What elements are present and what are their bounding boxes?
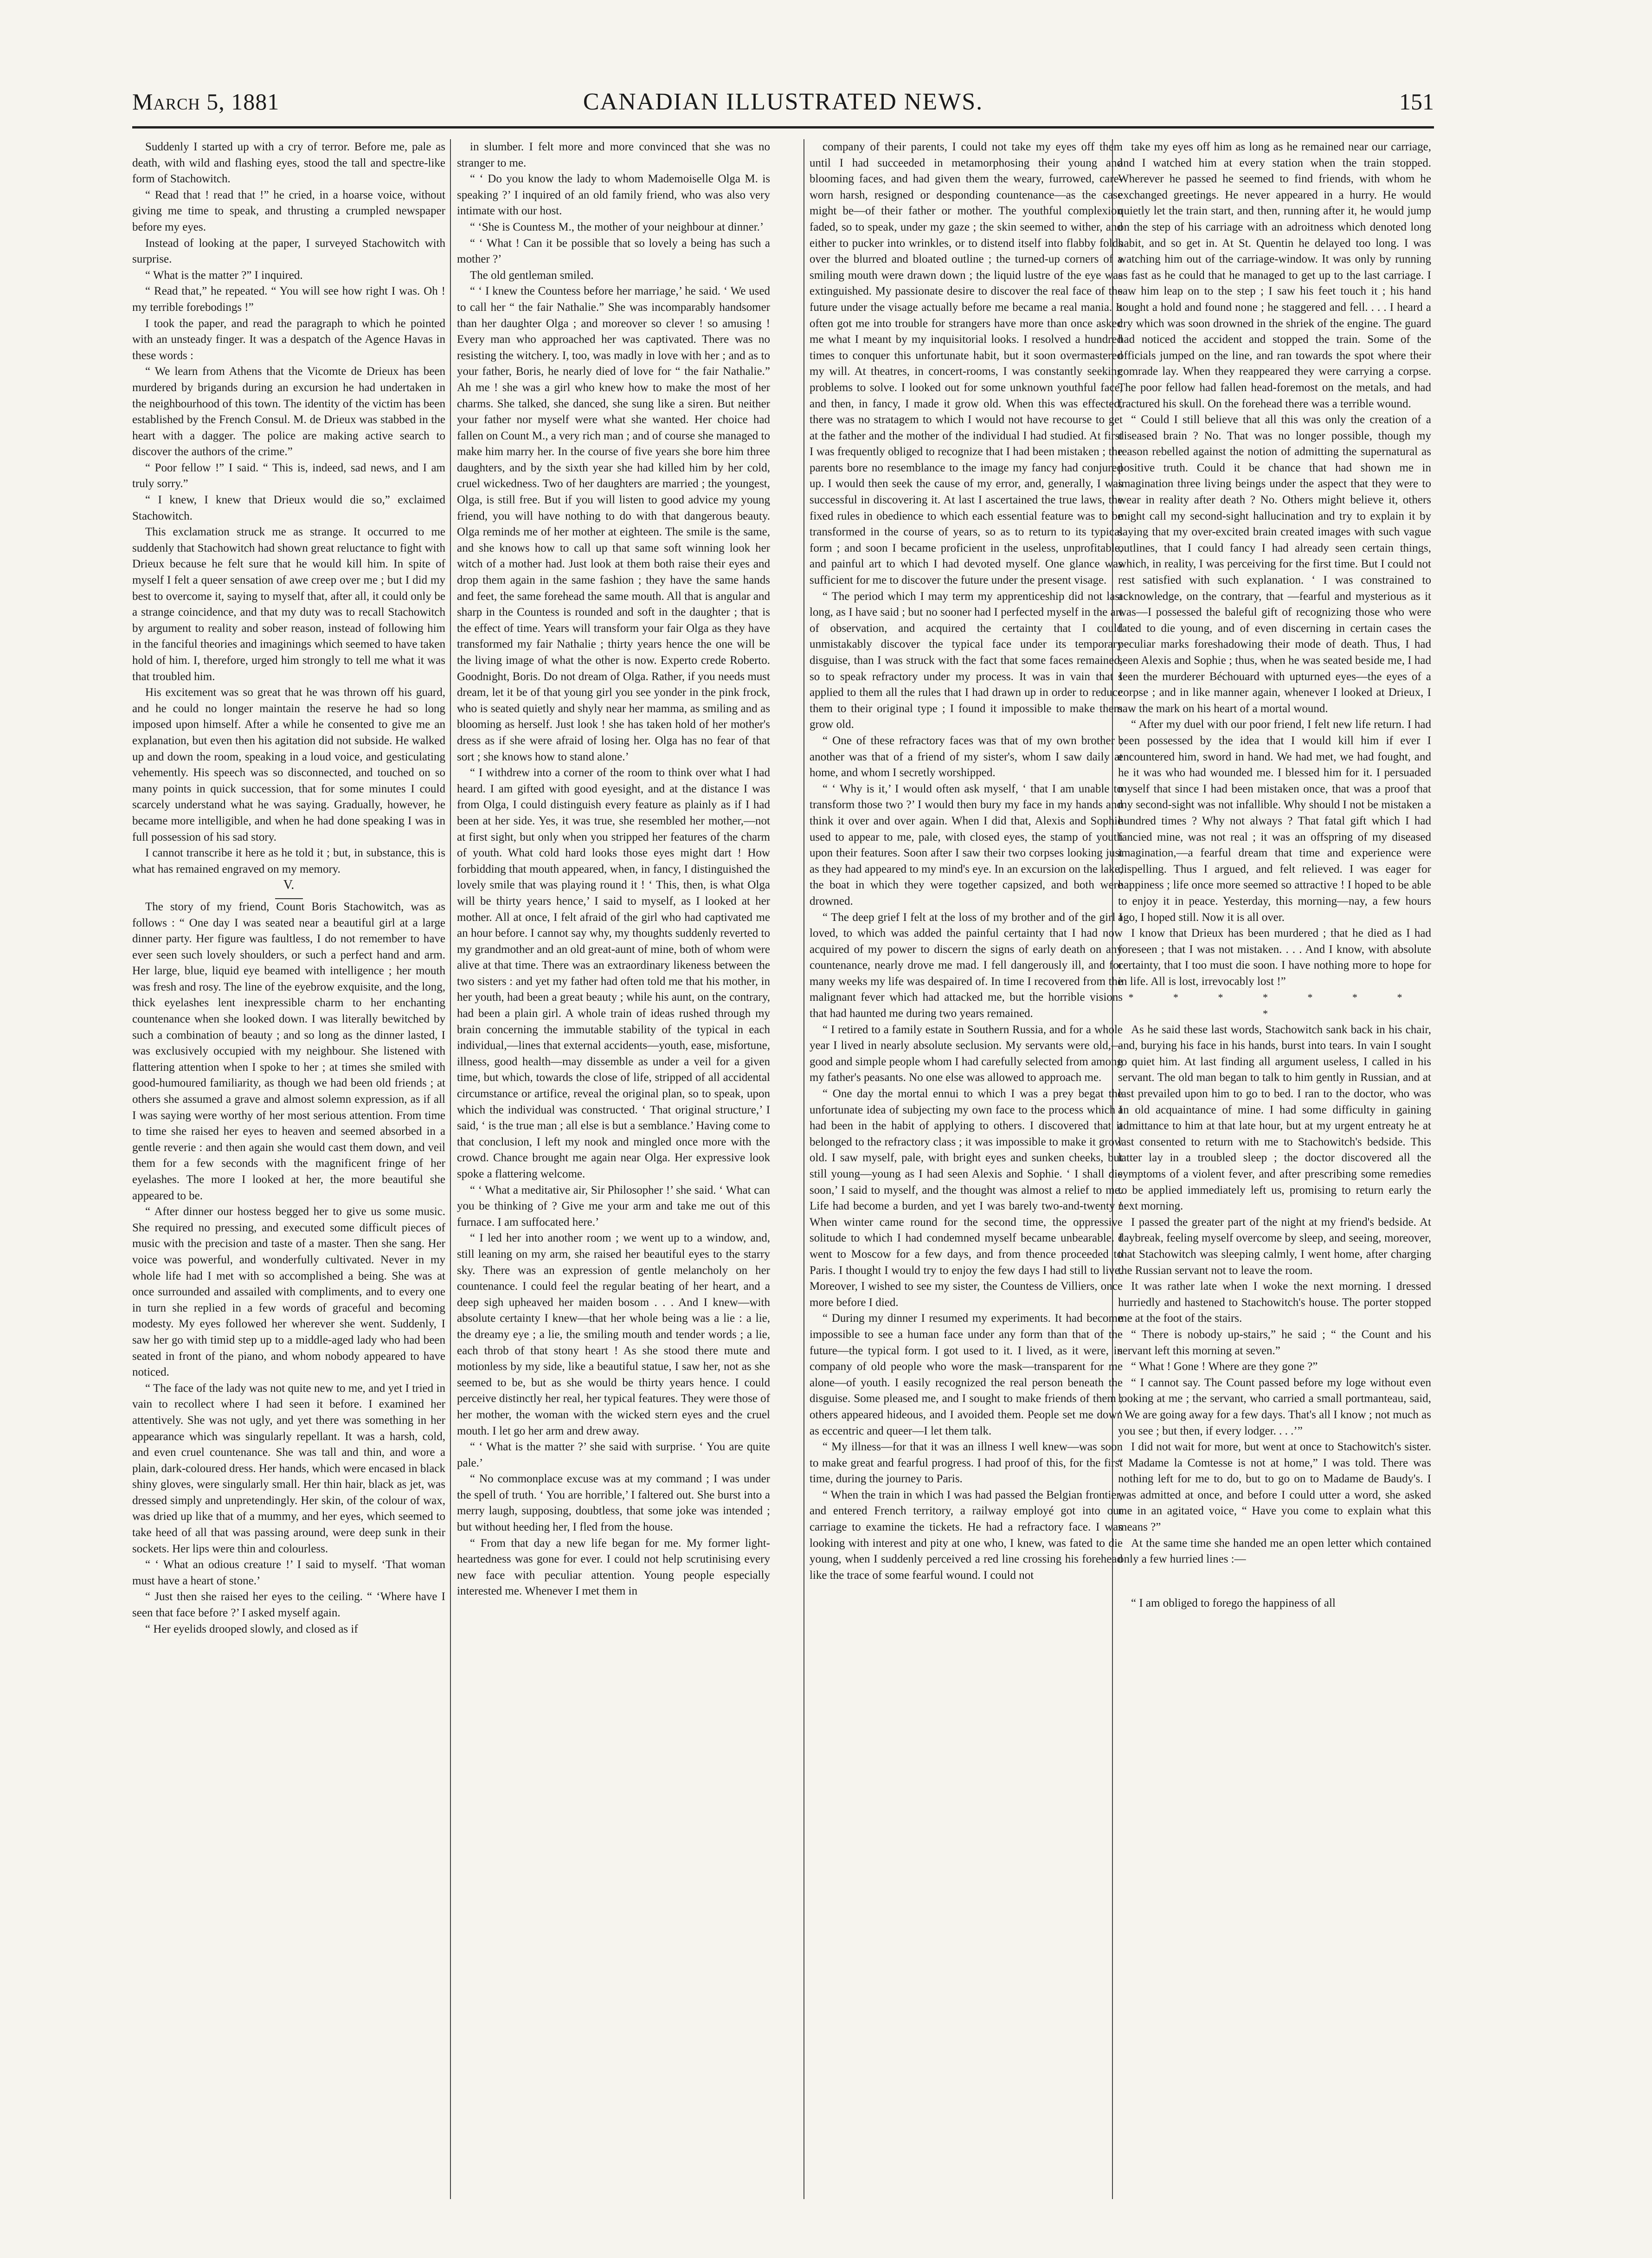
paragraph: His excitement was so great that he was thrown off his guard, and he could no longer maintain the reserve he had so long imposed upon himself. After a while he consented to give me an explanation, but even then his agitation did not subside. He walked up and down the room, speaking in a loud voice, and gesticulating vehemently. His speech was so disconnected, and touched on so many points in quick succession, that for some minutes I could scarcely understand what he was saying. Gradually, however, he became more intelligible, and when he had done speaking I was in full possession of his sad story. — [132, 686, 445, 843]
section-heading: V. — [132, 877, 445, 899]
paragraph: “ ‘ What a meditative air, Sir Philosopher !’ she said. ‘ What can you be thinking of ? Give me your arm and take me out of this furnace. I am suffocated here.’ — [457, 1184, 770, 1229]
paragraph: “ After my duel with our poor friend, I felt new life return. I had been possessed by the idea that I would kill him if ever I encountered him, sword in hand. We had met, we had fought, and he it was who had wounded me. I blessed him for it. I persuaded myself that since I had been mistaken once, that was a proof that my second-sight was not infallible. Why should I not be mistaken a hundred times ? Why not always ? That fatal gift which I had fancied mine, was not real ; it was an offspring of my diseased imagination,—a fearful dream that time and experience were dispelling. Thus I argued, and felt relieved. I was eager for happiness ; life once more seemed so attractive ! I hoped to be able to enjoy it in peace. Yesterday, this morning—nay, a few hours ago, I hoped still. Now it is all over. — [1118, 718, 1431, 924]
masthead-title: CANADIAN ILLUSTRATED NEWS. — [583, 89, 983, 115]
paragraph: “ During my dinner I resumed my experiments. It had become impossible to see a human face under any form than that of the future—the typical form. I got used to it. I lived, as it were, in company of old people who wore the mask—transparent for me alone—of youth. I easily recognized the real person beneath the disguise. Some pleased me, and I sought to make friends of them ; others appeared hideous, and I avoided them. People set me down as eccentric and queer—I let them talk. — [810, 1312, 1123, 1437]
paragraph: “ One day the mortal ennui to which I was a prey begat the unfortunate idea of subjecting my own face to the process which I had been in the habit of applying to others. I discovered that it belonged to the refractory class ; it was impossible to make it grow old. I saw myself, pale, with bright eyes and sunken cheeks, but still young—young as I had seen Alexis and Sophie. ‘ I shall die soon,’ I said to myself, and the thought was almost a relief to me. Life had become a burden, and yet I was barely two-and-twenty ! When winter came round for the second time, the oppressive solitude to which I had condemned myself became unbearable. I went to Moscow for a few days, and from thence proceeded to Paris. I thought I would try to enjoy the few days I had still to live. Moreover, I wished to see my sister, the Countess de Villiers, once more before I died. — [810, 1087, 1123, 1309]
paragraph: “ ‘ What ! Can it be possible that so lovely a being has such a mother ?’ — [457, 237, 770, 266]
paragraph: “ I knew, I knew that Drieux would die so,” exclaimed Stachowitch. — [132, 494, 445, 522]
paragraph: “ From that day a new life began for me. My former light-heartedness was gone for ever. I could not help scrutinising every new face with peculiar attention. Young people especially interested me. Whenever I met them in — [457, 1537, 770, 1598]
page-header — [132, 88, 1434, 121]
section-break: * * * * * * * * — [1128, 991, 1421, 1020]
paragraph: “ My illness—for that it was an illness I well knew—was soon to make great and fearful progress. I had proof of this, for the first time, during the journey to Paris. — [810, 1441, 1123, 1486]
paragraph: I took the paper, and read the paragraph to which he pointed with an unsteady finger. It was a despatch of the Agence Havas in these words : — [132, 317, 445, 362]
paragraph: “ I withdrew into a corner of the room to think over what I had heard. I am gifted with good eyesight, and at the distance I was from Olga, I could distinguish every feature as plainly as if I had been at her side. Yes, it was true, she resembled her mother,—not at first sight, but only when you stripped her features of the charm of youth. What cold hard looks those eyes might dart ! How forbidding that mouth appeared, when, in fancy, I distinguished the lovely smile that was playing round it ! ‘ This, then, is what Olga will be thirty years hence,’ I said to myself, as I looked at her mother. All at once, I felt afraid of the girl who had captivated me an hour before. I cannot say why, my thoughts suddenly reverted to my grandmother and an old great-aunt of mine, both of whom were alive at that time. There was an extraordinary likeness between the two sisters : and yet my father had often told me that his mother, in her youth, had been a great beauty ; while his aunt, on the contrary, had been a plain girl. A whole train of ideas rushed through my brain concerning the immutable stability of the typical in each individual,—lines that external accidents—youth, ease, misfortune, illness, good health—may dissemble as under a veil for a given time, but which, towards the close of life, stripped of all accidental circumstance or artifice, reveal the original plan, so to speak, upon which the individual was constructed. ‘ That original structure,’ I said, ‘ is the true man ; all else is but a semblance.’ Having come to that conclusion, I left my nook and mingled once more with the crowd. Chance brought me again near Olga. Her expressive look spoke a flattering welcome. — [457, 766, 770, 1180]
paragraph: The story of my friend, Count Boris Stachowitch, was as follows : “ One day I was seated near a beautiful girl at a large dinner party. Her figure was faultless, I do not remember to have ever seen such lovely shoulders, or such a perfect hand and arm. Her large, blue, liquid eye beamed with intelligence ; her mouth was fresh and rosy. The line of the eyebrow exquisite, and the long, thick eyelashes lent inexpressible charm to her enchanting countenance when she looked down. I was literally bewitched by such a combination of beauty ; and so long as the dinner lasted, I was exclusively occupied with my neighbour. She listened with flattering attention when I spoke to her ; at times she smiled with good-humoured familiarity, as though we had been old friends ; at others she assumed a grave and almost solemn expression, as if all I was saying were worthy of her most serious attention. From time to time she raised her eyes to heaven and seemed absorbed in a gentle reverie : and then again she would cast them down, and veil them for a few seconds with the magnificent fringe of her eyelashes. The more I looked at her, the more beautiful she appeared to be. — [132, 900, 445, 1202]
paragraph: The old gentleman smiled. — [470, 269, 594, 282]
paragraph: “ One of these refractory faces was that of my own brother ; another was that of a friend of my sister's, whom I saw daily at home, and whom I secretly worshipped. — [810, 734, 1123, 779]
paragraph: “ The face of the lady was not quite new to me, and yet I tried in vain to recollect where I had seen it before. I examined her attentively. She was not ugly, and yet there was something in her appearance which was singularly repellant. It was a harsh, cold, and even cruel countenance. She was tall and thin, and wore a plain, dark-coloured dress. Her hands, which were encased in black shiny gloves, were singularly small. Her thin hair, black as jet, was dressed simply and unpretendingly. Her skin, of the colour of wax, was dried up like that of a mummy, and her eyes, which seemed to take heed of all that was passing around, were deep sunk in their sockets. Her lips were thin and colourless. — [132, 1382, 445, 1555]
paragraph: “ ‘ I knew the Countess before her marriage,’ he said. ‘ We used to call her “ the fair Nathalie.” She was incomparably handsomer than her daughter Olga ; and moreover so clever ! so amusing ! Every man who approached her was captivated. There was no resisting the witchery. I, too, was madly in love with her ; and as to your father, Boris, he nearly died of love for “ the fair Nathalie.” Ah me ! she was a girl who knew how to make the most of her charms. She talked, she danced, she sung like a siren. But neither your father nor myself were what she wanted. Her choice had fallen on Count M., a very rich man ; and of course she managed to make him marry her. In the course of five years she bore him three daughters, and by the sixth year she had killed him by her cold, cruel wickedness. Two of her daughters are married ; the youngest, Olga, is still free. But if you will listen to good advice my young friend, you will have nothing to do with that dangerous beauty. Olga reminds me of her mother at eighteen. The smile is the same, and she knows how to call up that same soft winning look her witch of a mother had. Just look at them both raise their eyes and drop them again in the same fashion ; they have the same hands and feet, the same forehead the same mouth. All that is angular and sharp in the Countess is rounded and soft in the daughter ; that is the effect of time. Years will transform your fair Olga as they have transformed my fair Nathalie ; thirty years hence the one will be the living image of what the other is now. Experto crede Roberto. Goodnight, Boris. Do not dream of Olga. Rather, if you needs must dream, let it be of that young girl you see yonder in the pink frock, who is seated quietly and shyly near her mamma, as smiling and as blooming as herself. Just look ! she has taken hold of her mother's dress as if she were afraid of losing her. Olga has no fear of that sort ; she knows how to stand alone.’ — [457, 285, 770, 763]
paragraph: As he said these last words, Stachowitch sank back in his chair, and, burying his face in his hands, burst into tears. In vain I sought to quiet him. At last finding all argument useless, I called in his servant. The old man began to talk to him gently in Russian, and at last prevailed upon him to go to bed. I ran to the doctor, who was an old acquaintance of mine. I had some difficulty in gaining admittance to him at that late hour, but at my urgent entreaty he at last consented to return with me to Stachowitch's bedside. This latter lay in a troubled sleep ; the doctor discovered all the symptoms of a violent fever, and after prescribing some remedies to be applied immediately left us, promising to return early the next morning. — [1118, 1023, 1431, 1213]
paragraph: “ I am obliged to forego the happiness of all — [1131, 1596, 1336, 1609]
issue-date: March 5, 1881 — [132, 89, 280, 115]
paragraph: I know that Drieux has been murdered ; that he died as I had foreseen ; that I was not mistaken. . . . And I know, with absolute certainty, that I too must die soon. I have nothing more to hope for in life. All is lost, irrevocably lost !” — [1118, 927, 1431, 988]
paragraph: take my eyes off him as long as he remained near our carriage, and I watched him at every station when the train stopped. Wherever he passed he seemed to find friends, with whom he exchanged greetings. He never appeared in a hurry. He would quietly let the train start, and then, running after it, he would jump on the step of his carriage with an adroitness which denoted long habit, and so get in. At St. Quentin he delayed too long. I was watching him out of the carriage-window. It was only by running as fast as he could that he managed to get up to the last carriage. I saw him leap on to the step ; I saw his feet touch it ; his hand sought a hold and found none ; he staggered and fell. . . . I heard a cry which was soon drowned in the shriek of the engine. The guard had noticed the accident and stopped the train. Some of the officials jumped on the line, and ran towards the spot where their comrade lay. When they reappeared they were carrying a corpse. The poor fellow had fallen head-foremost on the metals, and had fractured his skull. On the forehead there was a terrible wound. — [1118, 141, 1431, 410]
header-rule — [132, 126, 1434, 129]
paragraph: “ ‘ Do you know the lady to whom Mademoiselle Olga M. is speaking ?’ I inquired of an old family friend, who was also very intimate with our host. — [457, 173, 770, 218]
paragraph: I passed the greater part of the night at my friend's bedside. At daybreak, feeling myself overcome by sleep, and seeing, moreover, that Stachowitch was sleeping calmly, I went home, after charging the Russian servant not to leave the room. — [1118, 1216, 1431, 1277]
paragraph: “ Just then she raised her eyes to the ceiling. “ ‘Where have I seen that face before ?’ I asked myself again. — [132, 1590, 445, 1620]
paragraph: company of their parents, I could not take my eyes off them until I had succeeded in metamorphosing their young and blooming faces, and had given them the weary, furrowed, care-worn harsh, resigned or desponding countenance—as the case might be—of their father or mother. The youthful complexion faded, so to speak, under my gaze ; the skin seemed to wither, and either to pucker into wrinkles, or to distend itself into flabby folds over the blurred and bloated outline ; the turned-up corners of a smiling mouth were drawn down ; the liquid lustre of the eye was extinguished. My passionate desire to discover the real face of the future under the visage actually before me became a real mania. It often got me into trouble for strangers have more than once asked me what I meant by my inquisitorial looks. I resolved a hundred times to conquer this unfortunate habit, but it soon overmastered my will. At theatres, in concert-rooms, I was constantly seeking problems to solve. I looked out for some unknown youthful face, and then, in fancy, I made it grow old. When this was effected, there was no stratagem to which I would not have recourse to get at the father and the mother of the individual I had studied. At first I was frequently obliged to recognize that I had been mistaken ; the parents bore no resemblance to the image my fancy had conjured up. I would then seek the cause of my error, and, generally, I was successful in discovering it. At last I ascertained the true laws, the fixed rules in obedience to which each essential feature was to be transformed in the course of years, so as to return to its typical form ; and soon I became proficient in the useless, unprofitable, and painful art to which I had devoted myself. One glance was sufficient for me to discover the future under the present visage. — [810, 141, 1123, 587]
paragraph: “ ‘ Why is it,’ I would often ask myself, ‘ that I am unable to transform those two ?’ I would then bury my face in my hands and think it over and over again. When I did that, Alexis and Sophie used to appear to me, pale, with closed eyes, the stamp of youth upon their features. Soon after I saw their two corpses looking just as they had appeared to my mind's eye. In an excursion on the lake, the boat in which they were together capsized, and both were drowned. — [810, 782, 1123, 907]
paragraph: “ Could I still believe that all this was only the creation of a diseased brain ? No. That was no longer possible, though my reason rebelled against the notion of admitting the supernatural as positive truth. Could it be chance that had shown me in imagination three living beings under the aspect that they were to wear in reality after death ? No. Others might believe it, others might call my second-sight hallucination and try to explain it by saying that my over-excited brain created images with such vague outlines, that I could fancy I had already seen certain things, which, in reality, I was perceiving for the first time. But I could not rest satisfied with such explanation. ‘ I was constrained to acknowledge, on the contrary, that —fearful and mysterious as it was—I possessed the baleful gift of recognizing those who were fated to die young, and of even discerning in certain cases the peculiar marks foreshadowing their mode of death. Thus, I had seen Alexis and Sophie ; thus, when he was seated beside me, I had seen the murderer Béchouard with upturned eyes—the eyes of a corpse ; and in like manner again, whenever I looked at Drieux, I saw the mark on his heart of a mortal wound. — [1118, 413, 1431, 715]
text-column-4 — [1118, 139, 1431, 2199]
paragraph: It was rather late when I woke the next morning. I dressed hurriedly and hastened to Stachowitch's house. The porter stopped me at the foot of the stairs. — [1118, 1280, 1431, 1325]
paragraph: I cannot transcribe it here as he told it ; but, in substance, this is what has remained engraved on my memory. — [132, 847, 445, 875]
paragraph: “ ‘ What an odious creature !’ I said to myself. ‘That woman must have a heart of stone.’ — [132, 1558, 445, 1587]
paragraph: This exclamation struck me as strange. It occurred to me suddenly that Stachowitch had shown great reluctance to fight with Drieux because he felt sure that he would kill him. In spite of myself I felt a queer sensation of awe creep over me ; but I did my best to overcome it, saying to myself that, after all, it could only be a strange coincidence, and that my duty was to recall Stachowitch by argument to reality and sober reason, instead of following him in the fanciful theories and imaginings which seemed to have taken hold of him. I, therefore, urged him strongly to tell me what it was that troubled him. — [132, 526, 445, 683]
paragraph: “ Read that ! read that !” he cried, in a hoarse voice, without giving me time to speak, and thrusting a crumpled newspaper before my eyes. — [132, 188, 445, 233]
paragraph: Suddenly I started up with a cry of terror. Before me, pale as death, with wild and flashing eyes, stood the tall and spectre-like form of Stachowitch. — [132, 141, 445, 186]
paragraph: “ I led her into another room ; we went up to a window, and, still leaning on my arm, she raised her beautiful eyes to the starry sky. There was an expression of gentle melancholy on her countenance. I could feel the regular beating of her heart, and a deep sigh upheaved her maiden bosom . . . And I knew—with absolute certainty I knew—that her whole being was a lie : a lie, the dreamy eye ; a lie, the smiling mouth and tender words ; a lie, each throb of that stony heart ! As she stood there mute and motionless by my side, like a beautiful statue, I saw her, not as she seemed to be, but as she would be thirty years hence. I could perceive distinctly her real, her typical features. They were those of her mother, the woman with the wicked stern eyes and the cruel mouth. I let go her arm and drew away. — [457, 1232, 770, 1437]
paragraph: “ What is the matter ?” I inquired. — [145, 269, 303, 282]
paragraph: “ What ! Gone ! Where are they gone ?” — [1131, 1360, 1318, 1373]
paragraph: I did not wait for more, but went at once to Stachowitch's sister. “ Madame la Comtesse is not at home,” I was told. There was nothing left for me to do, but to go on to Madame de Baudy's. I was admitted at once, and before I could utter a word, she asked me in an agitated voice, “ Have you come to explain what this means ?” — [1118, 1441, 1431, 1534]
paragraph: “ We learn from Athens that the Vicomte de Drieux has been murdered by brigands during an excursion he had undertaken in the neighbourhood of this town. The identity of the victim has been established by the French Consul. M. de Drieux was stabbed in the heart with a dagger. The police are making active search to discover the authors of the crime.” — [132, 365, 445, 458]
paragraph: “ After dinner our hostess begged her to give us some music. She required no pressing, and executed some difficult pieces of music with the precision and taste of a master. Then she sang. Her voice was powerful, and wonderfully cultivated. Never in my whole life had I met with so accomplished a being. She was at once surrounded and assailed with compliments, and to every one in turn she replied in a few words of graceful and becoming modesty. My eyes followed her wherever she went. Suddenly, I saw her go with timid step up to a middle-aged lady who had been seated in front of the piano, and whom nobody appeared to have noticed. — [132, 1205, 445, 1379]
paragraph: “ There is nobody up-stairs,” he said ; “ the Count and his servant left this morning at seven.” — [1118, 1328, 1431, 1357]
text-column-1 — [132, 139, 445, 2199]
paragraph: in slumber. I felt more and more convinced that she was no stranger to me. — [457, 141, 770, 169]
text-column-2 — [457, 139, 770, 2199]
page-number: 151 — [1399, 89, 1434, 115]
paragraph: At the same time she handed me an open letter which contained only a few hurried lines :— — [1118, 1537, 1431, 1566]
text-column-3 — [810, 139, 1123, 2199]
paragraph: “ I cannot say. The Count passed before my loge without even looking at me ; the servant, who carried a small portmanteau, said, ‘ We are going away for a few days. That's all I know ; not much as you see ; but then, if every lodger. . . .’” — [1118, 1376, 1431, 1437]
paragraph: “ ‘ What is the matter ?’ she said with surprise. ‘ You are quite pale.’ — [457, 1441, 770, 1469]
paragraph: Instead of looking at the paper, I surveyed Stachowitch with surprise. — [132, 237, 445, 266]
paragraph: “ The deep grief I felt at the loss of my brother and of the girl I loved, to which was added the painful certainty that I had now acquired of my power to discern the signs of early death on any countenance, nearly drove me mad. I fell dangerously ill, and for many weeks my life was despaired of. In time I recovered from the malignant fever which had attacked me, but the horrible visions that had haunted me during two years remained. — [810, 911, 1123, 1020]
paragraph: “ No commonplace excuse was at my command ; I was under the spell of truth. ‘ You are horrible,’ I faltered out. She burst into a merry laugh, supposing, doubtless, that some joke was intended ; but without heeding her, I fled from the house. — [457, 1473, 770, 1534]
paragraph: “ ‘She is Countess M., the mother of your neighbour at dinner.’ — [470, 220, 764, 233]
paragraph: “ Read that,” he repeated. “ You will see how right I was. Oh ! my terrible forebodings !” — [132, 285, 445, 314]
paragraph: “ Poor fellow !” I said. “ This is, indeed, sad news, and I am truly sorry.” — [132, 461, 445, 490]
paragraph: “ Her eyelids drooped slowly, and closed as if — [145, 1622, 358, 1635]
column-divider — [450, 139, 451, 2199]
paragraph: “ I retired to a family estate in Southern Russia, and for a whole year I lived in nearly absolute seclusion. My servants were old,—good and simple people whom I had carefully selected from among my father's peasants. No one else was allowed to approach me. — [810, 1023, 1123, 1084]
paragraph: “ When the train in which I was had passed the Belgian frontier, and entered French territory, a railway employé got into our carriage to examine the tickets. He had a refractory face. I was looking with interest and pity at one who, I knew, was fated to die young, when I suddenly perceived a red line crossing his forehead like the trace of some fearful wound. I could not — [810, 1488, 1123, 1582]
paragraph: “ The period which I may term my apprenticeship did not last long, as I have said ; but no sooner had I perfected myself in the art of observation, and acquired the certainty that I could unmistakably discover the typical face under its temporary disguise, than I was struck with the fact that some faces remained, so to speak refractory under my process. It was in vain that I applied to them all the rules that I had drawn up in order to reduce them to their original type ; I found it impossible to make them grow old. — [810, 590, 1123, 731]
